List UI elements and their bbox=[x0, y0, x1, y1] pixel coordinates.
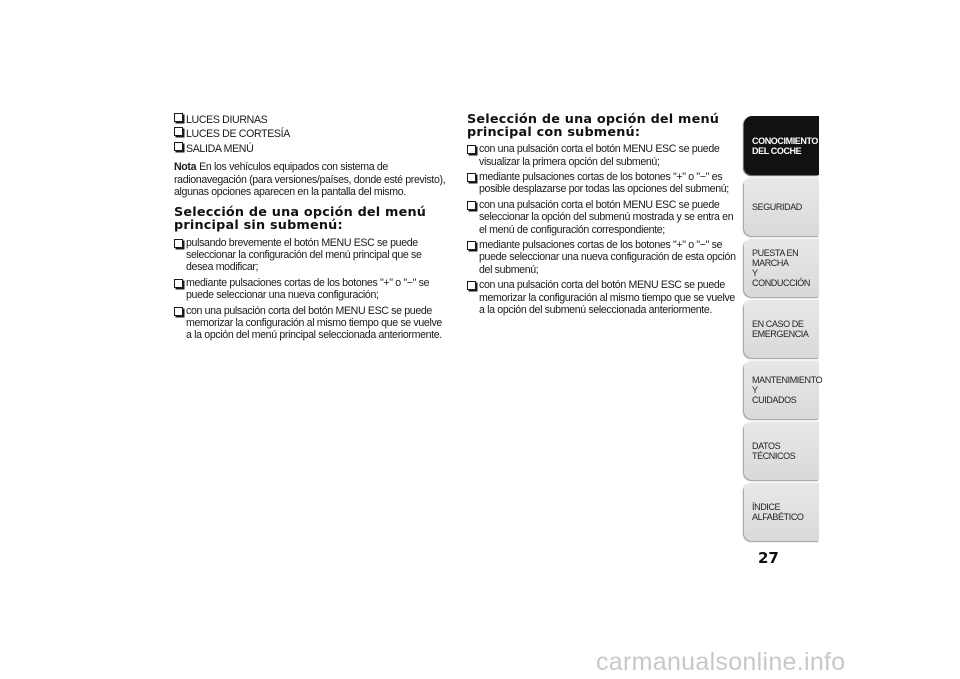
note-paragraph bbox=[174, 161, 449, 198]
menu-option-item bbox=[174, 128, 449, 140]
checkbox-bullet-icon bbox=[174, 239, 183, 248]
heading-line: principal con submenú: bbox=[467, 124, 641, 140]
tab-en-caso-de-emergencia[interactable] bbox=[744, 299, 819, 358]
list-item bbox=[467, 239, 739, 276]
list-item-text: pulsando brevemente el botón MENU ESC se puede seleccionar la configuración del menú principal que se desea modificar; bbox=[186, 236, 422, 274]
note-text: En los vehículos equipados con sistema de radionavegación (para versiones/países, donde esté previsto), algunas opciones aparecen en la pantalla del mismo. bbox=[174, 161, 446, 199]
list-item bbox=[467, 143, 739, 168]
list-item-text: con una pulsación corta el botón MENU ESC se puede visualizar la primera opción del submenú; bbox=[479, 143, 720, 168]
tab-label: ÍNDICE ALFABÉTICO bbox=[752, 501, 804, 522]
tab-label: MANTENIMIENTO Y bbox=[752, 374, 823, 395]
tab-indice-alfabetico[interactable] bbox=[744, 482, 819, 541]
menu-option-item bbox=[174, 143, 449, 155]
menu-option-label: LUCES DE CORTESÍA bbox=[186, 128, 290, 141]
section-heading-with-submenu bbox=[467, 114, 739, 139]
chapter-tabs bbox=[744, 116, 823, 543]
tab-label: Y CONDUCCIÓN bbox=[752, 267, 810, 288]
tab-label: PUESTA EN MARCHA bbox=[752, 247, 799, 268]
watermark: carmanualsonline.info bbox=[596, 648, 846, 676]
page-number: 27 bbox=[758, 549, 779, 567]
left-column bbox=[174, 114, 449, 345]
heading-line: Selección de una opción del menú bbox=[467, 112, 720, 127]
tab-label: EMERGENCIA bbox=[752, 328, 809, 339]
tab-conocimiento-del-coche[interactable] bbox=[744, 116, 819, 175]
tab-label: DATOS TÉCNICOS bbox=[752, 440, 796, 461]
section-heading-without-submenu bbox=[174, 207, 449, 232]
tab-seguridad[interactable] bbox=[744, 177, 819, 236]
heading-line: principal sin submenú: bbox=[174, 218, 343, 234]
tab-puesta-en-marcha[interactable] bbox=[744, 238, 819, 297]
checkbox-bullet-icon bbox=[467, 281, 476, 290]
menu-option-label: SALIDA MENÚ bbox=[186, 142, 254, 155]
checkbox-bullet-icon bbox=[174, 307, 183, 316]
list-item-text: mediante pulsaciones cortas de los botones "+" o "−" se puede seleccionar una nueva configuración de esta opción del submenú; bbox=[479, 239, 736, 276]
list-item-text: con una pulsación corta del botón MENU ESC se puede memorizar la configuración al mismo tiempo que se vuelve a la opción del submenú seleccionada anteriormente. bbox=[479, 279, 735, 317]
note-label: Nota bbox=[174, 161, 197, 174]
list-item-text: mediante pulsaciones cortas de los botones "+" o "−" se puede seleccionar una nueva configuración; bbox=[186, 276, 430, 302]
tab-label: CONOCIMIENTO bbox=[752, 135, 819, 146]
checkbox-bullet-icon bbox=[174, 142, 183, 151]
checkbox-bullet-icon bbox=[174, 127, 183, 136]
checkbox-bullet-icon bbox=[174, 279, 183, 288]
right-column bbox=[467, 114, 739, 319]
list-item bbox=[467, 171, 739, 196]
menu-option-item bbox=[174, 114, 449, 126]
tab-mantenimiento[interactable] bbox=[744, 360, 823, 419]
checkbox-bullet-icon bbox=[467, 173, 476, 182]
heading-line: Selección de una opción del menú bbox=[174, 205, 427, 221]
list-item bbox=[467, 199, 739, 236]
list-item bbox=[174, 237, 449, 274]
tab-datos-tecnicos[interactable] bbox=[744, 421, 819, 480]
list-item bbox=[467, 279, 739, 316]
list-item bbox=[174, 277, 449, 302]
menu-option-label: LUCES DIURNAS bbox=[186, 114, 268, 126]
list-item-text: con una pulsación corta del botón MENU ESC se puede memorizar la configuración al mismo tiempo que se vuelve a la opción del menú principal seleccionada anteriormente. bbox=[186, 304, 442, 342]
checkbox-bullet-icon bbox=[467, 201, 476, 210]
checkbox-bullet-icon bbox=[467, 241, 476, 250]
checkbox-bullet-icon bbox=[174, 113, 183, 122]
list-item bbox=[174, 305, 449, 342]
checkbox-bullet-icon bbox=[467, 145, 476, 154]
list-item-text: mediante pulsaciones cortas de los botones "+" o "−" es posible desplazarse por todas las opciones del submenú; bbox=[479, 171, 729, 196]
list-item-text: con una pulsación corta el botón MENU ESC se puede seleccionar la opción del submenú mostrada y se entra en el menú de configuración correspondiente; bbox=[479, 198, 734, 236]
tab-label: CUIDADOS bbox=[752, 394, 797, 405]
tab-label: EN CASO DE bbox=[752, 318, 804, 329]
tab-label: SEGURIDAD bbox=[752, 201, 802, 212]
tab-label: DEL COCHE bbox=[752, 145, 802, 156]
